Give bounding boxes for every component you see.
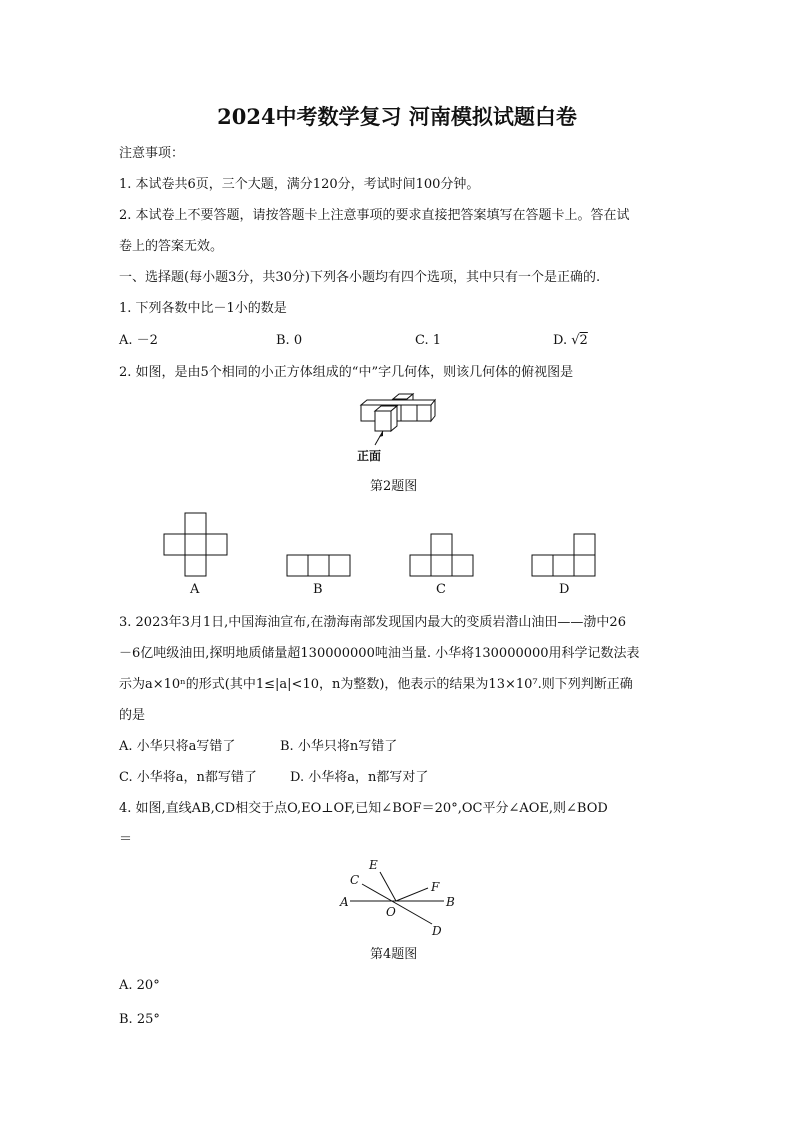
q4-caption: 第4题图 — [370, 947, 418, 962]
q2-option-a-label: A — [190, 582, 200, 597]
sqrt-radicand: 2 — [579, 333, 588, 348]
q3-line-1: 3. 2023年3月1日,中国海油宣布,在渤海南部发现国内最大的变质岩潜山油田——渤中26 — [119, 615, 626, 630]
q2-option-c-figure — [409, 533, 475, 578]
q4-label-e: E — [369, 858, 378, 872]
notice-item-2-line-1: 2. 本试卷上不要答题，请按答题卡上注意事项的要求直接把答案填写在答题卡上。答在试 — [119, 208, 630, 223]
q4-option-b: B. 25° — [119, 1012, 160, 1027]
q2-front-label: 正面 — [357, 449, 382, 463]
q3-line-4: 的是 — [119, 708, 146, 723]
q1-stem: 1. 下列各数中比－1小的数是 — [119, 301, 287, 316]
q3-line-2: －6亿吨级油田,探明地质储量超130000000吨油当量. 小华将130000000用科学记数法表 — [119, 646, 640, 661]
page-title: 2024中考数学复习 河南模拟试题白卷 — [217, 104, 577, 129]
notice-heading: 注意事项： — [119, 146, 185, 161]
q2-solid-figure — [355, 393, 445, 443]
notice-item-1: 1. 本试卷共6页，三个大题，满分120分，考试时间100分钟。 — [119, 177, 480, 192]
q2-option-a-figure — [163, 512, 229, 576]
section-1-heading: 一、选择题(每小题3分，共30分)下列各小题均有四个选项，其中只有一个是正确的. — [119, 270, 601, 285]
q4-angle-figure — [336, 856, 461, 938]
q2-stem: 2. 如图，是由5个相同的小正方体组成的“中”字几何体，则该几何体的俯视图是 — [119, 365, 574, 380]
q2-option-b-label: B — [313, 582, 323, 597]
q4-option-a: A. 20° — [119, 978, 160, 993]
q1-option-b: B. 0 — [276, 333, 303, 348]
q2-option-c-label: C — [436, 582, 446, 597]
q4-label-a: A — [340, 895, 349, 909]
q2-option-d-figure — [531, 533, 597, 578]
q4-line-1: 4. 如图,直线AB,CD相交于点O,EO⊥OF,已知∠BOF＝20°,OC平分∠AOE,则∠BOD — [119, 801, 608, 816]
q2-caption: 第2题图 — [370, 479, 418, 494]
notice-item-2-line-2: 卷上的答案无效。 — [119, 239, 224, 254]
q1-option-d — [553, 332, 588, 350]
q2-option-d-label: D — [559, 582, 570, 597]
q3-line-3: 示为a×10ⁿ的形式(其中1≤|a|<10，n为整数)，他表示的结果为13×10⁷.则下列判断正确 — [119, 677, 633, 692]
q1-option-c: C. 1 — [415, 333, 442, 348]
q4-label-f: F — [431, 880, 440, 894]
q4-label-c: C — [350, 873, 360, 887]
sqrt-radical: √ — [571, 333, 580, 348]
q3-option-b: B. 小华只将n写错了 — [280, 739, 398, 754]
q2-option-b-figure — [286, 554, 352, 578]
q3-option-d: D. 小华将a，n都写对了 — [290, 770, 429, 785]
q4-line-2: ＝ — [119, 832, 133, 847]
q3-option-c: C. 小华将a，n都写错了 — [119, 770, 257, 785]
q4-label-b: B — [446, 895, 455, 909]
q3-option-a: A. 小华只将a写错了 — [119, 739, 236, 754]
q1-option-d-label: D. — [553, 333, 572, 348]
q4-label-o: O — [386, 905, 396, 919]
q1-option-a: A. －2 — [119, 333, 158, 348]
q4-label-d: D — [432, 924, 442, 938]
